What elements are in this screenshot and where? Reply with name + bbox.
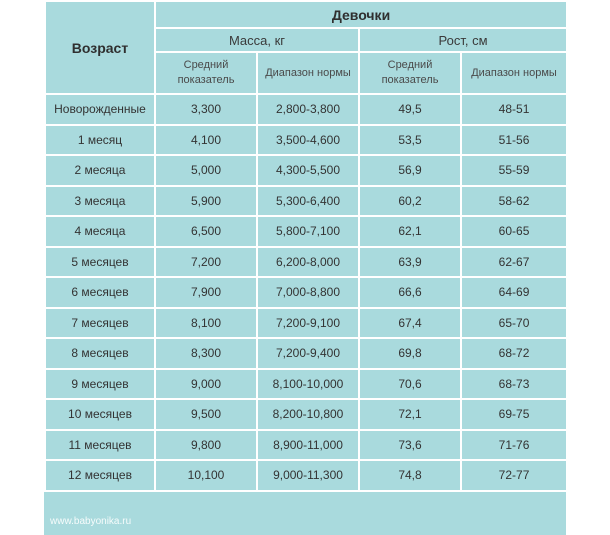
weight-range-header: Диапазон нормы <box>257 52 359 94</box>
table-row <box>45 125 567 156</box>
age-cell: 4 месяца <box>45 216 155 247</box>
height-range-cell: 65-70 <box>461 308 567 339</box>
height-range-cell: 62-67 <box>461 247 567 278</box>
height-range-cell: 51-56 <box>461 125 567 156</box>
table-row <box>45 430 567 461</box>
weight-avg-cell: 7,900 <box>155 277 257 308</box>
watermark: www.babyonika.ru <box>50 516 132 527</box>
height-avg-cell: 70,6 <box>359 369 461 400</box>
weight-range-cell: 7,200-9,100 <box>257 308 359 339</box>
table-body <box>45 94 567 491</box>
height-avg-cell: 66,6 <box>359 277 461 308</box>
weight-range-cell: 6,200-8,000 <box>257 247 359 278</box>
age-cell: 6 месяцев <box>45 277 155 308</box>
age-cell: 1 месяц <box>45 125 155 156</box>
age-cell: 11 месяцев <box>45 430 155 461</box>
age-cell: 10 месяцев <box>45 399 155 430</box>
weight-avg-cell: 6,500 <box>155 216 257 247</box>
weight-range-cell: 8,100-10,000 <box>257 369 359 400</box>
height-avg-cell: 72,1 <box>359 399 461 430</box>
table-row <box>45 247 567 278</box>
age-cell: 7 месяцев <box>45 308 155 339</box>
growth-table-container <box>44 0 566 535</box>
height-avg-cell: 56,9 <box>359 155 461 186</box>
weight-avg-cell: 8,100 <box>155 308 257 339</box>
height-range-cell: 48-51 <box>461 94 567 125</box>
height-range-cell: 71-76 <box>461 430 567 461</box>
weight-avg-cell: 8,300 <box>155 338 257 369</box>
weight-avg-cell: 10,100 <box>155 460 257 491</box>
table-row <box>45 460 567 491</box>
table-row <box>45 277 567 308</box>
height-avg-cell: 63,9 <box>359 247 461 278</box>
height-range-cell: 69-75 <box>461 399 567 430</box>
height-avg-header: Средний показатель <box>359 52 461 94</box>
age-cell: 3 месяца <box>45 186 155 217</box>
girls-growth-table <box>44 0 568 492</box>
weight-avg-cell: 3,300 <box>155 94 257 125</box>
table-row <box>45 216 567 247</box>
weight-range-cell: 4,300-5,500 <box>257 155 359 186</box>
age-cell: 12 месяцев <box>45 460 155 491</box>
height-avg-cell: 69,8 <box>359 338 461 369</box>
height-range-header: Диапазон нормы <box>461 52 567 94</box>
height-avg-cell: 67,4 <box>359 308 461 339</box>
table-row <box>45 308 567 339</box>
height-range-cell: 64-69 <box>461 277 567 308</box>
weight-avg-cell: 9,500 <box>155 399 257 430</box>
height-avg-cell: 53,5 <box>359 125 461 156</box>
weight-range-cell: 5,800-7,100 <box>257 216 359 247</box>
height-avg-cell: 73,6 <box>359 430 461 461</box>
weight-avg-header: Средний показатель <box>155 52 257 94</box>
age-cell: 9 месяцев <box>45 369 155 400</box>
weight-avg-cell: 9,800 <box>155 430 257 461</box>
age-cell: 8 месяцев <box>45 338 155 369</box>
height-header: Рост, см <box>359 28 567 52</box>
height-range-cell: 60-65 <box>461 216 567 247</box>
age-header: Возраст <box>45 1 155 94</box>
height-avg-cell: 60,2 <box>359 186 461 217</box>
weight-avg-cell: 4,100 <box>155 125 257 156</box>
weight-avg-cell: 7,200 <box>155 247 257 278</box>
height-range-cell: 58-62 <box>461 186 567 217</box>
height-range-cell: 55-59 <box>461 155 567 186</box>
weight-range-cell: 7,000-8,800 <box>257 277 359 308</box>
table-row <box>45 155 567 186</box>
height-avg-cell: 62,1 <box>359 216 461 247</box>
table-row <box>45 369 567 400</box>
weight-header: Масса, кг <box>155 28 359 52</box>
table-row <box>45 94 567 125</box>
height-range-cell: 72-77 <box>461 460 567 491</box>
table-row <box>45 338 567 369</box>
weight-range-cell: 5,300-6,400 <box>257 186 359 217</box>
height-range-cell: 68-72 <box>461 338 567 369</box>
weight-range-cell: 3,500-4,600 <box>257 125 359 156</box>
weight-range-cell: 7,200-9,400 <box>257 338 359 369</box>
weight-range-cell: 9,000-11,300 <box>257 460 359 491</box>
height-avg-cell: 49,5 <box>359 94 461 125</box>
height-avg-cell: 74,8 <box>359 460 461 491</box>
age-cell: 5 месяцев <box>45 247 155 278</box>
age-cell: 2 месяца <box>45 155 155 186</box>
table-row <box>45 186 567 217</box>
weight-avg-cell: 5,000 <box>155 155 257 186</box>
weight-range-cell: 8,200-10,800 <box>257 399 359 430</box>
weight-avg-cell: 9,000 <box>155 369 257 400</box>
girls-header: Девочки <box>155 1 567 28</box>
weight-range-cell: 8,900-11,000 <box>257 430 359 461</box>
age-cell: Новорожденные <box>45 94 155 125</box>
weight-avg-cell: 5,900 <box>155 186 257 217</box>
height-range-cell: 68-73 <box>461 369 567 400</box>
table-row <box>45 399 567 430</box>
weight-range-cell: 2,800-3,800 <box>257 94 359 125</box>
